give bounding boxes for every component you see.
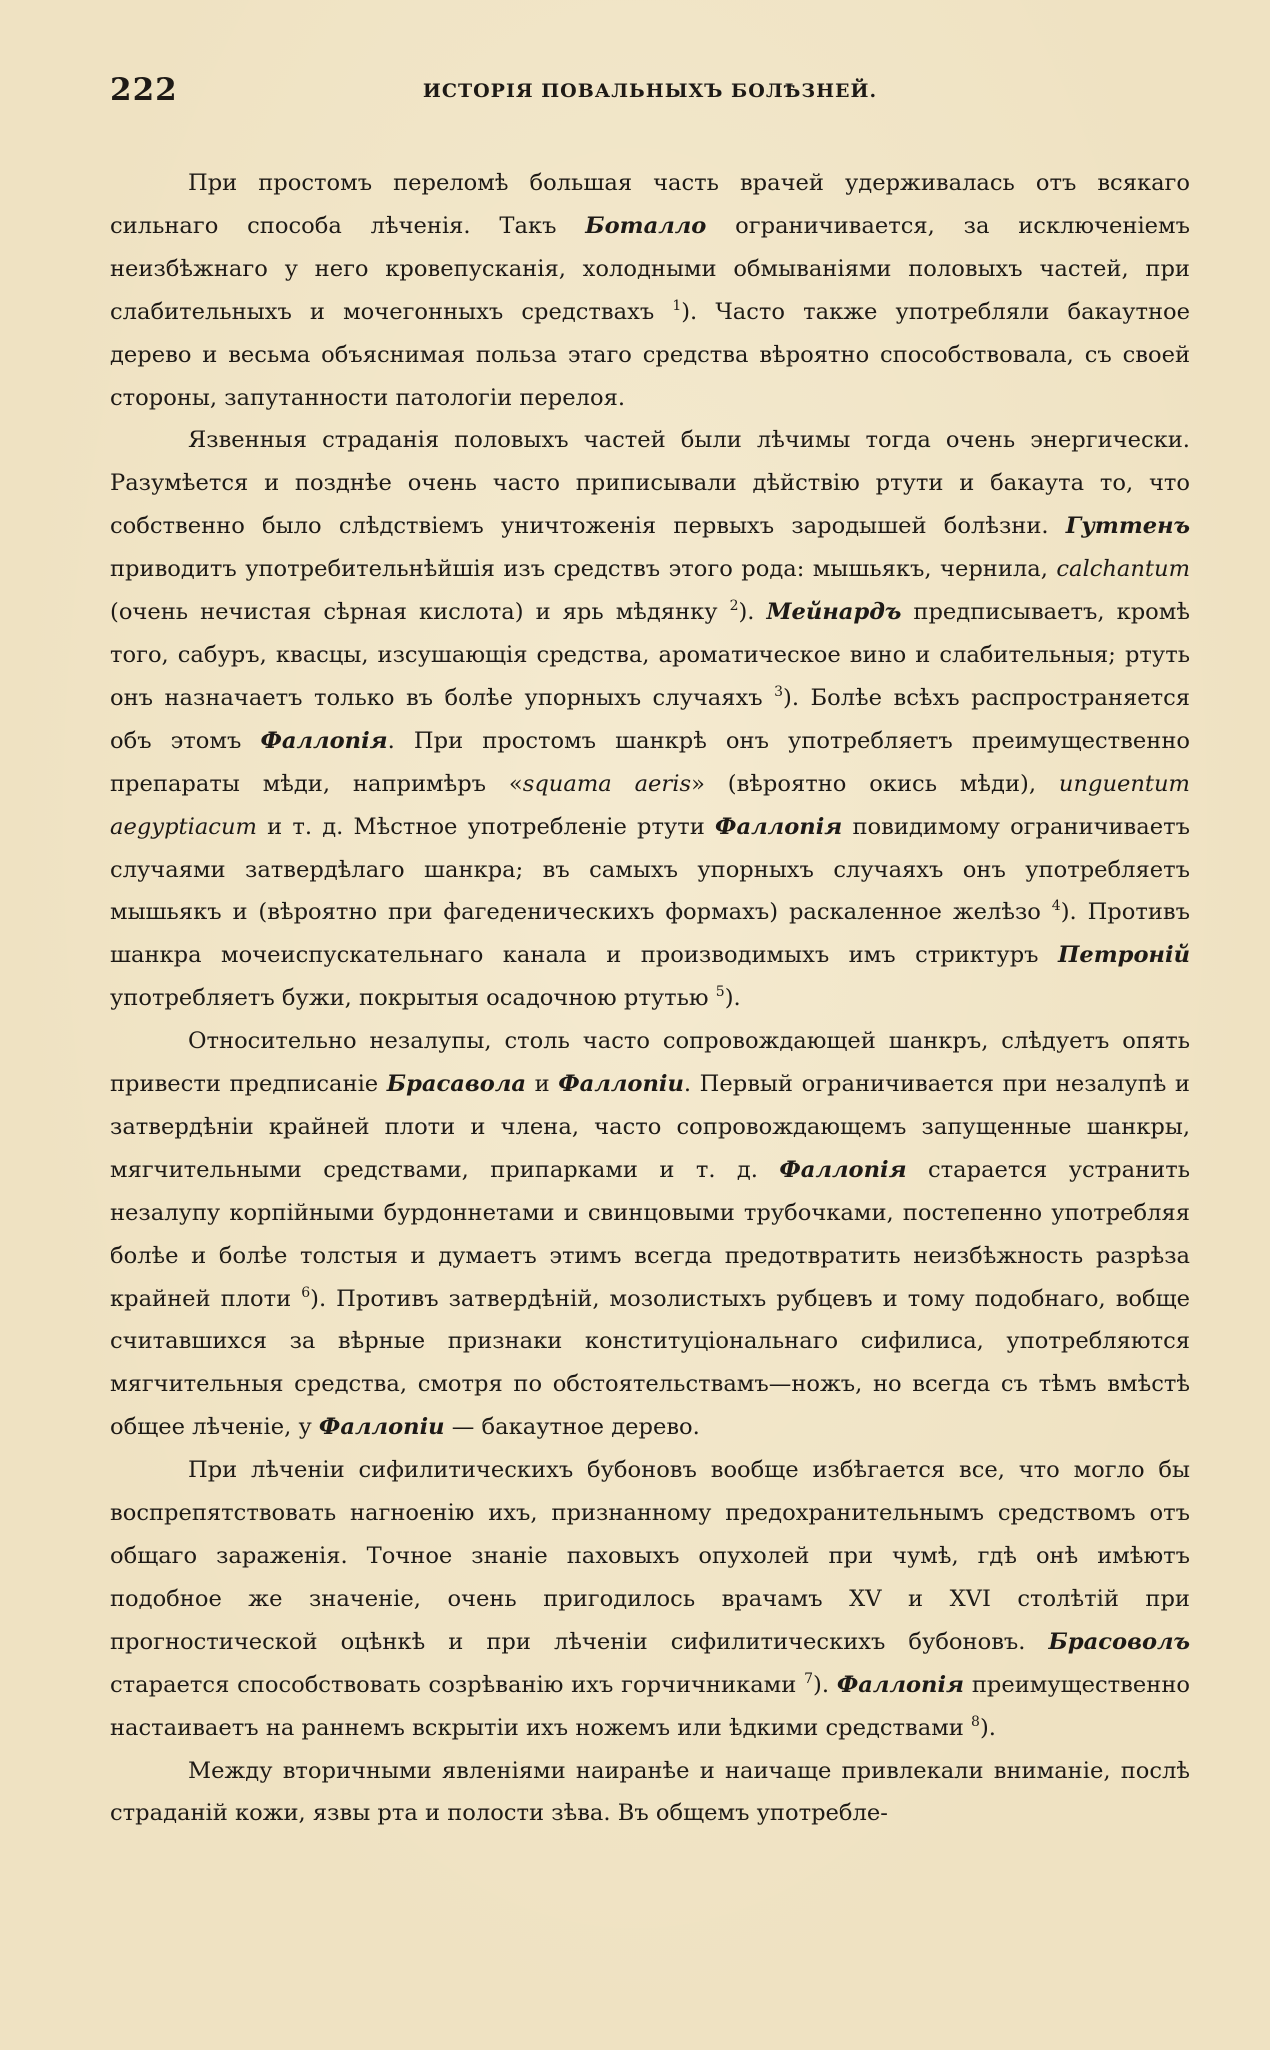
author-name: Мейнардъ: [766, 599, 902, 626]
text-run: При лѣченіи сифилитическихъ бубоновъ вообще избѣгается все, что могло бы воспрепятствовать нагноенію ихъ, признанному предохранительнымъ средствомъ отъ общаго зараженія. Точное знаніе паховыхъ опухолей при чумѣ, гдѣ онѣ имѣютъ подобное же значеніе, очень пригодилось врачамъ XV и XVI столѣтій при прогностической оцѣнкѣ и при лѣченіи сифилитическихъ бубоновъ.: [110, 1457, 1190, 1655]
text-run: — бакаутное дерево.: [444, 1414, 700, 1441]
paragraph: [110, 1750, 1190, 1836]
body-text: [110, 162, 1190, 1835]
author-name: Брасавола: [386, 1071, 526, 1098]
text-run: Между вторичными явленіями наиранѣе и наичаще привлекали вниманіе, послѣ страданій кожи, язвы рта и полости зѣва. Въ общемъ употребле-: [110, 1757, 1190, 1827]
running-title: ИСТОРІЯ ПОВАЛЬНЫХЪ БОЛѢЗНЕЙ.: [422, 80, 878, 102]
text-run: . Первый ограничивается при незалупѣ и затвердѣніи крайней плоти и члена, часто сопровождающемъ запущенные шанкры, мягчительными средствами, припарками и т. д.: [110, 1071, 1190, 1183]
author-name: Фаллопія: [779, 1156, 907, 1183]
text-run: . При простомъ шанкрѣ онъ употребляетъ преимущественно препараты мѣди, напримѣръ «: [110, 727, 1190, 797]
text-run: преимущественно настаиваетъ на раннемъ вскрытіи ихъ ножемъ или ѣдкими средствами: [110, 1671, 1190, 1741]
text-run: предписываетъ, кромѣ того, сабуръ, квасцы, изсушающія средства, ароматическое вино и слабительныя; ртуть онъ назначаетъ только въ болѣе упорныхъ случаяхъ: [110, 599, 1190, 711]
footnote-mark: 1: [672, 297, 682, 314]
text-run: ). Противъ затвердѣній, мозолистыхъ рубцевъ и тому подобнаго, вобще считавшихся за вѣрные признаки конституціональнаго сифилиса, употребляются мягчительныя средства, смотря по обстоятельствамъ—ножъ, но всегда съ тѣмъ вмѣстѣ общее лѣченіе, у: [110, 1285, 1190, 1441]
author-name: Фаллопіи: [558, 1071, 684, 1098]
latin-term: calchantum: [1056, 556, 1190, 583]
author-name: Боталло: [585, 212, 707, 239]
text-run: ).: [979, 1714, 996, 1741]
text-run: ).: [724, 985, 741, 1012]
text-run: » (вѣроятно окись мѣди),: [691, 770, 1059, 797]
text-run: При простомъ переломѣ большая часть врачей удерживалась отъ всякаго сильнаго способа лѣченія. Такъ: [110, 170, 1190, 239]
footnote-mark: 3: [774, 683, 784, 700]
page-number: 222: [110, 72, 178, 108]
text-run: ).: [738, 599, 767, 626]
text-run: и т. д. Мѣстное употребленіе ртути: [256, 813, 716, 840]
text-run: употребляетъ бужи, покрытыя осадочною ртутью: [110, 985, 716, 1012]
author-name: Гуттенъ: [1065, 513, 1190, 540]
footnote-mark: 2: [729, 598, 739, 615]
text-run: ).: [813, 1671, 837, 1698]
text-run: старается способствовать созрѣванію ихъ горчичниками: [110, 1671, 805, 1698]
text-run: приводитъ употребительнѣйшія изъ средствъ этого рода: мышьякъ, чернила,: [110, 556, 1057, 583]
footnote-mark: 4: [1051, 898, 1061, 915]
paragraph: [110, 1449, 1190, 1749]
text-run: ограничивается, за исключеніемъ неизбѣжнаго у него кровепусканія, холодными обмываніями половыхъ частей, при слабительныхъ и мочегонныхъ средствахъ: [110, 212, 1191, 325]
latin-term: unguentum aegyptiacum: [110, 770, 1190, 840]
text-run: повидимому ограничиваетъ случаями затвердѣлаго шанкра; въ самыхъ упорныхъ случаяхъ онъ употребляетъ мышьякъ и (вѣроятно при фагеденическихъ формахъ) раскаленное желѣзо: [110, 813, 1190, 926]
text-run: ). Часто также употребляли бакаутное дерево и весьма объяснимая польза этаго средства вѣроятно способствовала, съ своей стороны, запутанности патологіи перелоя.: [110, 298, 1190, 411]
text-run: (очень нечистая сѣрная кислота) и ярь мѣдянку: [110, 599, 730, 626]
text-run: ). Болѣе всѣхъ распространяется объ этомъ: [110, 684, 1190, 754]
text-run: и: [526, 1071, 559, 1098]
paragraph: [110, 162, 1190, 419]
author-name: Петроній: [1058, 942, 1190, 969]
footnote-mark: 5: [715, 984, 725, 1001]
footnote-mark: 8: [971, 1713, 980, 1730]
paragraph: [110, 1020, 1190, 1449]
footnote-mark: 7: [804, 1670, 814, 1687]
latin-term: squama aeris: [522, 770, 692, 797]
footnote-mark: 6: [301, 1284, 311, 1301]
paragraph: [110, 419, 1190, 1020]
author-name: Фаллопія: [260, 727, 388, 754]
author-name: Фаллопія: [836, 1671, 965, 1698]
text-run: Язвенныя страданія половыхъ частей были лѣчимы тогда очень энергически. Разумѣется и позднѣе очень часто приписывали дѣйствію ртути и бакаута то, что собственно было слѣдствіемъ уничтоженія первыхъ зародышей болѣзни.: [110, 427, 1190, 540]
text-run: старается устранить незалупу корпійными бурдоннетами и свинцовыми трубочками, постепенно употребляя болѣе и болѣе толстыя и думаетъ этимъ всегда предотвратить неизбѣжность разрѣза крайней плоти: [110, 1156, 1190, 1312]
author-name: Фаллопіи: [318, 1414, 445, 1441]
page-header: [110, 72, 1190, 122]
author-name: Брасоволъ: [1048, 1628, 1190, 1655]
author-name: Фаллопія: [715, 813, 843, 840]
text-run: ). Противъ шанкра мочеиспускательнаго канала и производимыхъ имъ стриктуръ: [110, 899, 1190, 969]
text-run: Относительно незалупы, столь часто сопровождающей шанкръ, слѣдуетъ опять привести предписаніе: [110, 1028, 1190, 1098]
